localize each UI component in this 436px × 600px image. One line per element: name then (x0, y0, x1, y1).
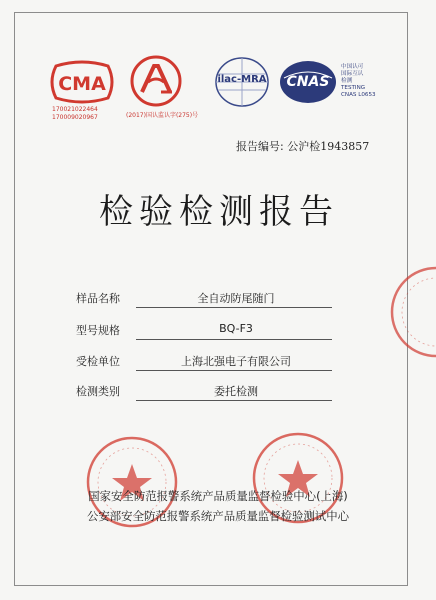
svg-text:CMA: CMA (58, 73, 106, 95)
ilac-mra-text: ilac-MRA (217, 74, 267, 85)
cal-logo (128, 54, 184, 108)
field-underline (136, 307, 332, 308)
report-number-value: 公沪检1943857 (287, 140, 370, 153)
field-underline (136, 370, 332, 371)
field-label-client: 受检单位 (76, 355, 120, 368)
field-label-sample-name: 样品名称 (76, 292, 120, 305)
field-value-sample-name: 全自动防尾随门 (197, 292, 275, 305)
field-value-client: 上海北强电子有限公司 (181, 355, 291, 368)
field-underline (136, 339, 332, 340)
report-title: 检验检测报告 (99, 192, 339, 232)
cnas-text: CNAS (286, 74, 330, 90)
cma-number-1: 170021022464 (52, 106, 98, 113)
cma-logo (50, 60, 114, 104)
edge-seal (386, 262, 436, 362)
field-value-model: BQ-F3 (219, 322, 253, 335)
field-label-test-type: 检测类别 (76, 385, 120, 398)
issuer-line-2: 公安部安全防范报警系统产品质量监督检验测试中心 (87, 509, 349, 523)
cma-number-2: 170009020967 (52, 114, 98, 121)
cnas-caption: 中国认可 国际互认 检测 TESTING CNAS L0653 (341, 64, 376, 98)
cal-caption: (2017)国认监认字(275)号 (126, 112, 199, 119)
report-number-label: 报告编号: (236, 140, 284, 153)
issuer-line-1: 国家安全防范报警系统产品质量监督检验中心(上海) (88, 489, 348, 503)
field-underline (136, 400, 332, 401)
report-number (236, 138, 369, 154)
field-label-model: 型号规格 (76, 324, 120, 337)
field-value-test-type: 委托检测 (214, 385, 258, 398)
